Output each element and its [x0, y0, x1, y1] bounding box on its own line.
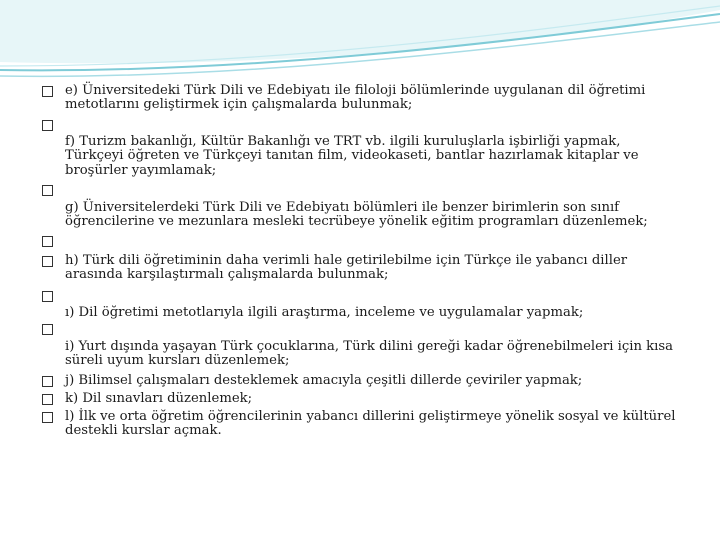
bullet-icon [42, 86, 53, 97]
bullet-icon [42, 236, 53, 247]
header-wave-decoration [0, 0, 720, 90]
list-item-text: e) Üniversitedeki Türk Dili ve Edebiyatı ile filoloji bölümlerinde uygulanan dil öğretimi metotlarını geliştirmek için çalışmalarda bulunmak; [65, 83, 646, 113]
bullet-icon [42, 412, 53, 423]
bullet-icon [42, 185, 53, 196]
bullet-icon [42, 291, 53, 302]
list-item-text: j) Bilimsel çalışmaları desteklemek amacıyla çeşitli dillerde çeviriler yapmak; [65, 373, 583, 388]
bullet-icon [42, 324, 53, 335]
list-item-text: l) İlk ve orta öğretim öğrencilerinin yabancı dillerini geliştirmeye yönelik sosyal ve kültürel destekli kurslar açmak. [65, 409, 676, 439]
list-item-text: h) Türk dili öğretiminin daha verimli hale getirilebilme için Türkçe ile yabancı diller arasında karşılaştırmalı çalışmalarda bulunmak; [65, 253, 628, 283]
list-item-text: f) Turizm bakanlığı, Kültür Bakanlığı ve TRT vb. ilgili kuruluşlarla işbirliği yapmak, Türkçeyi öğreten ve Türkçeyi tanıtan film, videokaseti, bantlar hazırlamak kitaplar ve broşürler yayımlamak; [65, 134, 639, 178]
list-item-text: ı) Dil öğretimi metotlarıyla ilgili araştırma, inceleme ve uygulamalar yapmak; [65, 305, 584, 320]
bullet-icon [42, 394, 53, 405]
list-item-text: g) Üniversitelerdeki Türk Dili ve Edebiyatı bölümleri ile benzer birimlerin son sınıf öğrencilerine ve mezunlara mesleki tecrübeye yönelik eğitim programları düzenlemek; [65, 200, 648, 230]
bullet-icon [42, 120, 53, 131]
list-item-text: k) Dil sınavları düzenlemek; [65, 391, 253, 406]
list-item-text: i) Yurt dışında yaşayan Türk çocuklarına, Türk dilini gereği kadar öğrenebilmeleri için kısa süreli uyum kursları düzenlemek; [65, 339, 673, 369]
bullet-icon [42, 376, 53, 387]
bullet-icon [42, 256, 53, 267]
